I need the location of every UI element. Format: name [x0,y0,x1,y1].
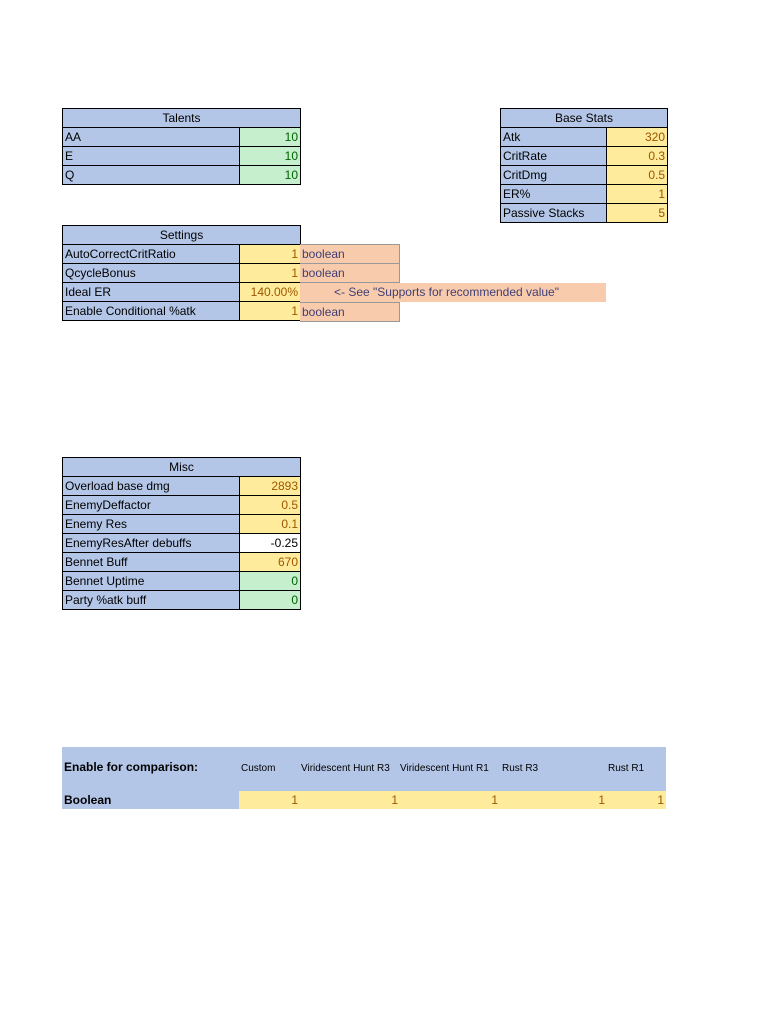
misc-overload-label: Overload base dmg [63,477,240,496]
conditional-atk-note: boolean [300,302,400,322]
stat-passive-stacks-label: Passive Stacks [501,204,607,223]
talent-q-value[interactable]: 10 [240,166,301,185]
bool-rust-r3-value[interactable]: 1 [598,793,605,807]
stat-passive-stacks-value[interactable]: 5 [607,204,668,223]
misc-header: Misc [63,458,301,477]
talents-header: Talents [63,109,301,128]
setting-qcycle-label: QcycleBonus [63,264,240,283]
stat-atk-label: Atk [501,128,607,147]
stat-critdmg-label: CritDmg [501,166,607,185]
talent-e-value[interactable]: 10 [240,147,301,166]
talents-table [62,108,301,185]
setting-conditional-atk-label: Enable Conditional %atk [63,302,240,321]
setting-ideal-er-value[interactable]: 140.00% [240,283,301,302]
col-viridescent-r1: Viridescent Hunt R1 [400,763,489,774]
misc-enemydef-value[interactable]: 0.5 [240,496,301,515]
qcycle-note: boolean [300,264,400,283]
misc-enemyres-value[interactable]: 0.1 [240,515,301,534]
misc-bennet-uptime-label: Bennet Uptime [63,572,240,591]
misc-enemyres-after-label: EnemyResAfter debuffs [63,534,240,553]
setting-autocorrect-label: AutoCorrectCritRatio [63,245,240,264]
setting-qcycle-value[interactable]: 1 [240,264,301,283]
misc-table [62,457,301,610]
bool-viridescent-r3-value[interactable]: 1 [391,793,398,807]
bool-custom-value[interactable]: 1 [291,793,298,807]
autocorrect-note: boolean [300,244,400,264]
setting-autocorrect-value[interactable]: 1 [240,245,301,264]
base-stats-header: Base Stats [501,109,668,128]
stat-er-label: ER% [501,185,607,204]
boolean-label: Boolean [64,793,112,807]
setting-ideal-er-label: Ideal ER [63,283,240,302]
bool-rust-r1-value[interactable]: 1 [657,793,664,807]
bool-viridescent-r1-value[interactable]: 1 [491,793,498,807]
misc-enemyres-after-value: -0.25 [240,534,301,553]
stat-critdmg-value[interactable]: 0.5 [607,166,668,185]
misc-bennet-uptime-value[interactable]: 0 [240,572,301,591]
misc-bennet-buff-label: Bennet Buff [63,553,240,572]
misc-party-atk-value[interactable]: 0 [240,591,301,610]
misc-enemyres-label: Enemy Res [63,515,240,534]
settings-table [62,225,301,321]
stat-atk-value[interactable]: 320 [607,128,668,147]
settings-header: Settings [63,226,301,245]
base-stats-table [500,108,668,223]
misc-bennet-buff-value[interactable]: 670 [240,553,301,572]
ideal-er-note: <- See "Supports for recommended value" [300,283,606,302]
talent-e-label: E [63,147,240,166]
comparison-title: Enable for comparison: [64,760,199,774]
stat-er-value[interactable]: 1 [607,185,668,204]
misc-party-atk-label: Party %atk buff [63,591,240,610]
setting-conditional-atk-value[interactable]: 1 [240,302,301,321]
col-custom: Custom [241,763,276,774]
talent-aa-value[interactable]: 10 [240,128,301,147]
talent-q-label: Q [63,166,240,185]
stat-critrate-value[interactable]: 0.3 [607,147,668,166]
misc-overload-value[interactable]: 2893 [240,477,301,496]
col-rust-r3: Rust R3 [502,763,539,774]
stat-critrate-label: CritRate [501,147,607,166]
col-viridescent-r3: Viridescent Hunt R3 [301,763,390,774]
talent-aa-label: AA [63,128,240,147]
misc-enemydef-label: EnemyDeffactor [63,496,240,515]
col-rust-r1: Rust R1 [608,763,645,774]
